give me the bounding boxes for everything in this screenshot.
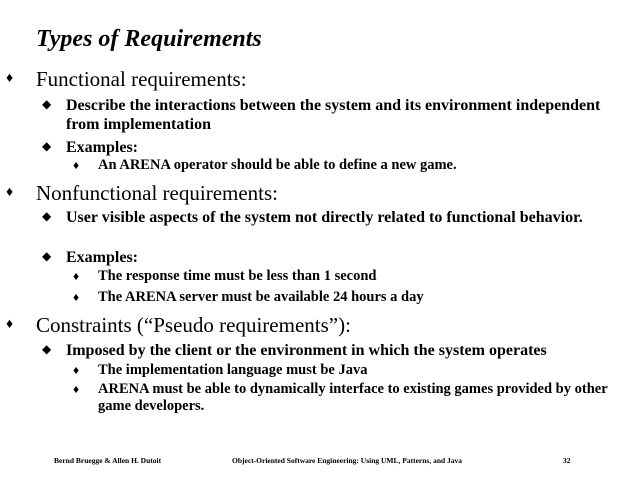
sub-list-item-text: The implementation language must be Java [98,362,368,378]
footer-book-title: Object-Oriented Software Engineering: Using UML, Patterns, and Java [232,456,463,465]
list-item-text: User visible aspects of the system not directly related to functional behavior. [66,209,583,226]
diamond-bullet-icon: ◆ [42,139,52,153]
list-item [42,248,626,267]
list-item [42,96,626,134]
list-item-text: Describe the interactions between the system and its environment independent from implementation [66,97,601,133]
diamond-bullet-icon: ♦ [6,185,14,200]
sub-list-item [73,381,628,415]
sub-list-item [73,268,628,285]
diamond-bullet-icon: ♦ [6,317,14,332]
slide-title: Types of Requirements [36,26,262,52]
sub-list-item-text: The response time must be less than 1 second [98,268,377,284]
section-heading-constraints [6,313,351,337]
list-item [42,208,626,227]
section-heading-functional [6,67,247,91]
sub-list-item [73,157,628,174]
sub-list-item-text: The ARENA server must be available 24 hours a day [98,289,424,305]
list-item-text: Examples: [66,249,138,266]
diamond-bullet-icon: ♦ [73,363,80,377]
diamond-bullet-icon: ♦ [73,158,80,172]
list-item-text: Imposed by the client or the environment in which the system operates [66,342,547,359]
diamond-bullet-icon: ♦ [6,71,14,86]
diamond-bullet-icon: ◆ [42,97,52,111]
diamond-bullet-icon: ♦ [73,290,80,304]
sub-list-item [73,362,628,379]
section-heading-text: Nonfunctional requirements: [36,181,279,205]
section-heading-nonfunctional [6,181,279,205]
diamond-bullet-icon: ◆ [42,342,52,356]
diamond-bullet-icon: ♦ [73,269,80,283]
diamond-bullet-icon: ♦ [73,382,80,396]
footer-page-number: 32 [563,456,571,465]
section-heading-text: Functional requirements: [36,67,247,91]
list-item-text: Examples: [66,139,138,156]
section-heading-text: Constraints (“Pseudo requirements”): [36,313,351,337]
sub-list-item-text: ARENA must be able to dynamically interface to existing games provided by other game developers. [98,381,608,414]
diamond-bullet-icon: ◆ [42,249,52,263]
sub-list-item-text: An ARENA operator should be able to define a new game. [98,157,457,173]
list-item [42,341,626,360]
diamond-bullet-icon: ◆ [42,209,52,223]
list-item [42,138,626,157]
sub-list-item [73,289,628,306]
footer-authors: Bernd Bruegge & Allen H. Dutoit [54,456,162,465]
